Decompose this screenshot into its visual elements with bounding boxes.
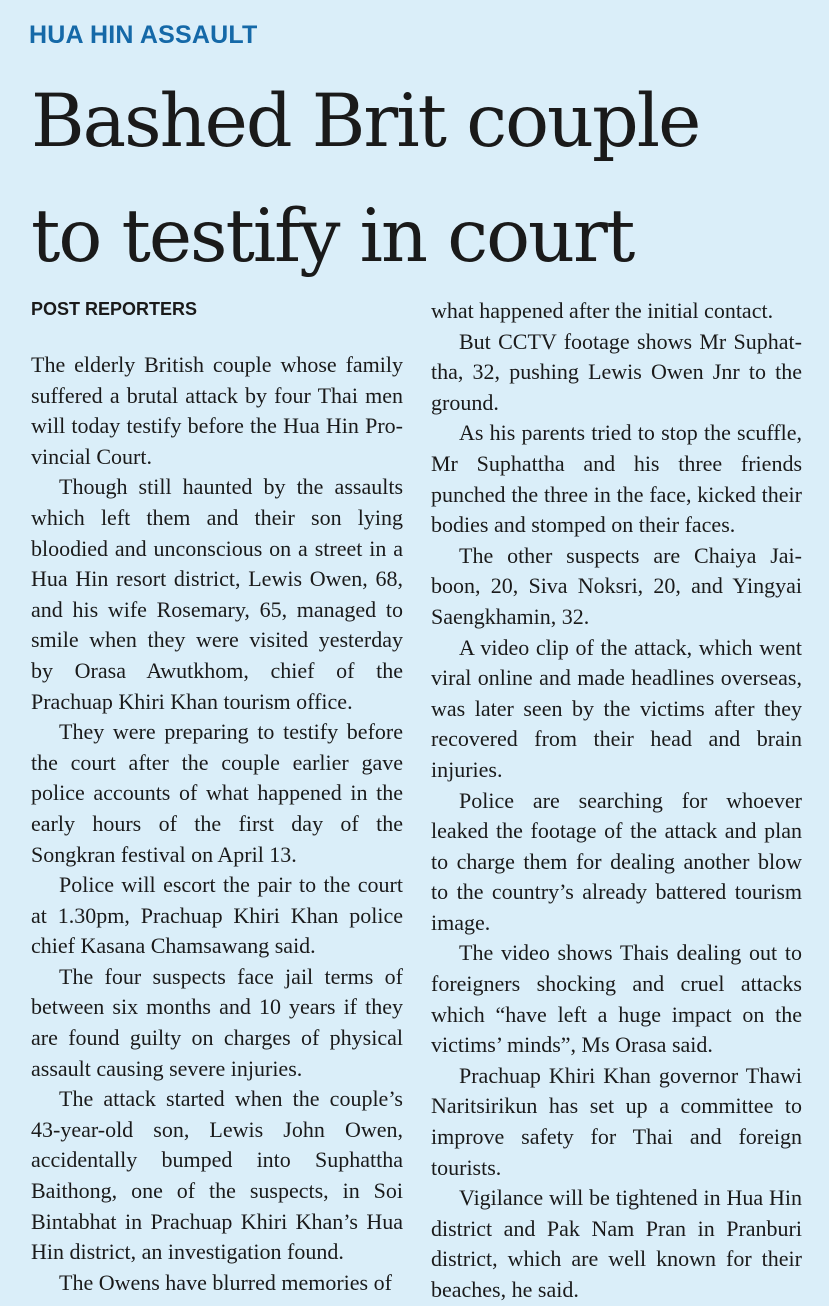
paragraph: The video shows Thais dealing out to foreigners shocking and cruel attacks which “have left a huge impact on the victims’ minds”, Ms Orasa said. (431, 940, 802, 1058)
paragraph: They were preparing to testify before the court after the couple earlier gave police accounts of what happened in the early hours of the first day of the Songkran festival on April 13. (31, 719, 403, 867)
paragraph: As his parents tried to stop the scuffle, Mr Suphattha and his three friends punched the three in the face, kicked their bodies and stomped on their faces. (431, 420, 802, 538)
section-kicker: HUA HIN ASSAULT (29, 21, 258, 49)
headline (31, 64, 821, 294)
article-column-left (31, 350, 403, 1298)
paragraph: Police will escort the pair to the court at 1.30pm, Prachuap Khiri Khan police chief Kasana Chamsawang said. (31, 872, 403, 959)
paragraph: Vigilance will be tightened in Hua Hin district and Pak Nam Pran in Pranburi district, which are well known for their beaches, he said. (431, 1185, 802, 1302)
paragraph-continued: what happened after the initial contact. (431, 298, 774, 323)
article-column-right (431, 296, 802, 1306)
byline: POST REPORTERS (31, 299, 198, 319)
paragraph: The Owens have blurred memories of (59, 1269, 392, 1295)
headline-line-2: to testify in court (31, 194, 634, 279)
paragraph: A video clip of the attack, which went viral online and made headlines overseas, was later seen by the victims after they recovered from their head and brain injuries. (431, 634, 802, 782)
paragraph: The four suspects face jail terms of between six months and 10 years if they are found guilty on charges of physical assault causing severe injuries. (31, 963, 403, 1081)
paragraph: The attack started when the couple’s 43-year-old son, Lewis John Owen, accidentally bumped into Suphattha Baithong, one of the suspects, in Soi Bintabhat in Prachuap Khiri Khan’s Hua Hin district, an investigation found. (31, 1086, 403, 1265)
paragraph: But CCTV footage shows Mr Suphattha, 32, pushing Lewis Owen Jnr to the ground. (431, 328, 802, 415)
paragraph: Prachuap Khiri Khan governor Thawi Naritsirikun has set up a committee to improve safety for Thai and foreign tourists. (431, 1062, 802, 1180)
paragraph: Police are searching for whoever leaked the footage of the attack and plan to charge them for dealing another blow to the country’s already battered tourism image. (431, 787, 802, 935)
headline-line-1: Bashed Brit couple (31, 79, 700, 164)
paragraph: The elderly British couple whose family suffered a brutal attack by four Thai men will today testify before the Hua Hin Provincial Court. (31, 352, 403, 469)
paragraph: Though still haunted by the assaults which left them and their son lying bloodied and unconscious on a street in a Hua Hin resort district, Lewis Owen, 68, and his wife Rosemary, 65, managed to smile when they were visited yesterday by Orasa Awutkhom, chief of the Prachuap Khiri Khan tourism office. (31, 474, 403, 714)
paragraph: The other suspects are Chaiya Jaiboon, 20, Siva Noksri, 20, and Yingyai Saengkhamin, 32. (431, 542, 802, 629)
